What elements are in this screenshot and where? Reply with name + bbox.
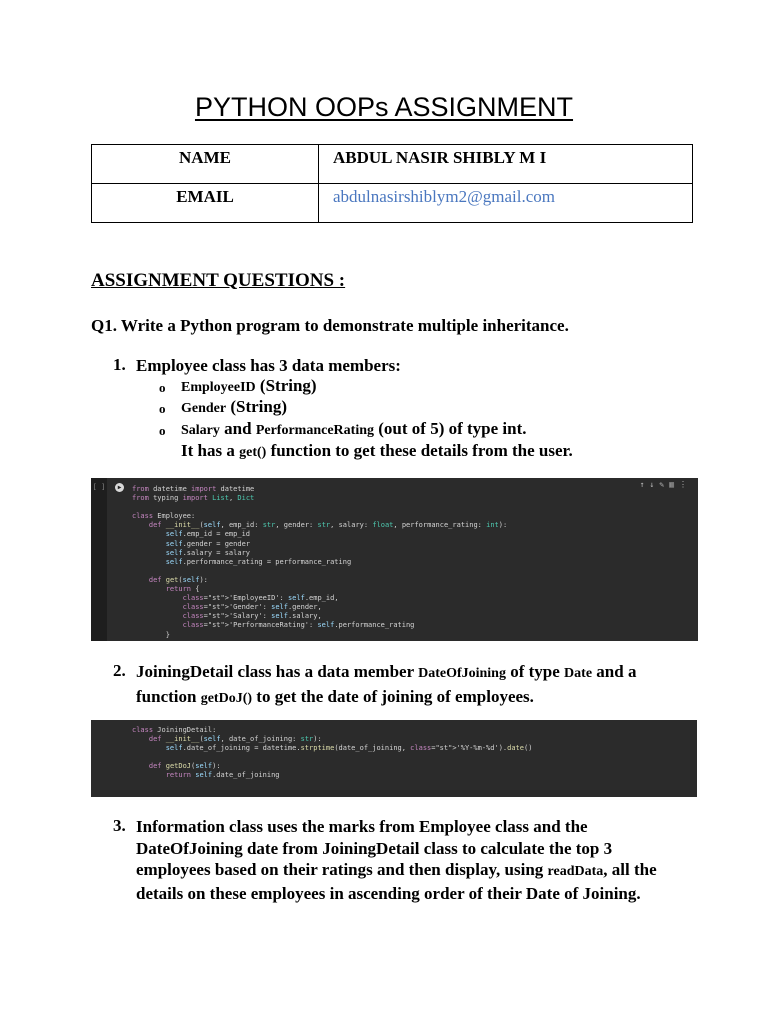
list-item — [113, 661, 683, 709]
bullet-item: EmployeeID (String) — [181, 376, 317, 395]
cell-gutter: [ ] — [91, 478, 107, 641]
code-cell-joiningdetail[interactable] — [91, 720, 697, 797]
code-line: from typing import List, Dict — [132, 494, 255, 503]
code-cell-employee[interactable] — [91, 478, 698, 641]
edit-icon[interactable]: ✎ — [659, 480, 670, 489]
delete-icon[interactable]: ▥ — [669, 480, 679, 489]
more-icon[interactable]: ⋮ — [679, 480, 692, 489]
code-line: class JoiningDetail: — [132, 726, 217, 734]
email-link[interactable]: abdulnasirshiblym2@gmail.com — [319, 184, 693, 223]
code-line: class="st">'Salary' — [182, 612, 263, 621]
bullet-icon: o — [159, 423, 166, 438]
item-text: Information class uses the marks from Employee class and the DateOfJoining date from JoiningDetail class to calculate the top 3 employees based on their ratings and then display, using readData, all the details on these employees in ascending order of their Date of Joining. — [136, 817, 657, 903]
table-row — [92, 184, 693, 223]
name-value: ABDUL NASIR SHIBLY M I — [319, 145, 693, 184]
bullet-icon: o — [159, 401, 166, 416]
item-number: 3. — [113, 816, 126, 835]
code-line: class="st">'Gender' — [182, 603, 263, 612]
question-1: Q1. Write a Python program to demonstrate multiple inheritance. — [91, 316, 569, 335]
run-icon[interactable]: ▶ — [115, 483, 124, 492]
bullet-item: Salary and PerformanceRating (out of 5) of type int. — [181, 419, 527, 438]
bullet-icon: o — [159, 380, 166, 395]
arrow-down-icon[interactable]: ↓ — [649, 480, 660, 489]
get-function-line: It has a get() function to get these details from the user. — [181, 441, 573, 460]
info-table — [91, 144, 693, 223]
code-line: } — [132, 630, 170, 639]
code-line: def __init__(self, emp_id: str, gender: str, salary: float, performance_rating: int): — [148, 521, 508, 530]
item-text: JoiningDetail class has a data member DateOfJoining of type Date and a function getDoJ() to get the date of joining of employees. — [136, 662, 637, 706]
arrow-up-icon[interactable]: ↑ — [639, 480, 650, 489]
code-line: self.date_of_joining = datetime.strptime(date_of_joining, class="st">'%Y-%m-%d' — [165, 744, 499, 753]
item-number: 2. — [113, 661, 126, 680]
code-line: self.emp_id = emp_id — [165, 530, 251, 539]
name-label: NAME — [92, 145, 319, 184]
cell-toolbar — [640, 480, 692, 489]
list-item — [113, 816, 673, 926]
code-line: class Employee: — [132, 512, 196, 521]
item-number: 1. — [113, 355, 126, 374]
code-line: return self.date_of_joining — [165, 771, 280, 780]
code-line: self.gender = gender — [165, 539, 251, 548]
code-line: self.performance_rating = performance_rating — [165, 557, 352, 566]
code-line: from datetime import datetime — [132, 485, 255, 493]
code-line: def getDoJ(self): — [148, 762, 221, 771]
bullet-item: Gender (String) — [181, 397, 288, 416]
code-line: return { — [165, 585, 200, 594]
table-row — [92, 145, 693, 184]
code-text: from datetime import datetime from typing import List, Dict class Employee: def __init__(self, emp_id: str, gender: str, salary: float, performance_rating: int): self.emp_id = emp_id self.gender = gender self.salary = salary self.performance_rating = performance_rating def get(self): return { class="st">'EmployeeID': self.emp_id, class="st">'Gender': self.gender, class="st">'Salary': self.salary, class="st">'PerformanceRating': self.performance_rating } — [132, 485, 508, 639]
code-line: class="st">'PerformanceRating' — [182, 621, 310, 630]
page-title: PYTHON OOPs ASSIGNMENT — [194, 92, 574, 122]
code-line: self.salary = salary — [165, 548, 251, 557]
code-line: class="st">'EmployeeID' — [182, 594, 280, 603]
code-text: class JoiningDetail: def __init__(self, date_of_joining: str): self.date_of_joining = datetime.strptime(date_of_joining, class="st">'%Y-%m-%d').date() def getDoJ(self): return self.date_of_joining — [132, 726, 533, 780]
code-line: def __init__(self, date_of_joining: str): — [148, 735, 322, 744]
item-text: Employee class has 3 data members: — [136, 356, 401, 375]
code-line: def get(self): — [148, 575, 208, 584]
section-heading: ASSIGNMENT QUESTIONS : — [91, 270, 346, 291]
email-label: EMAIL — [92, 184, 319, 223]
